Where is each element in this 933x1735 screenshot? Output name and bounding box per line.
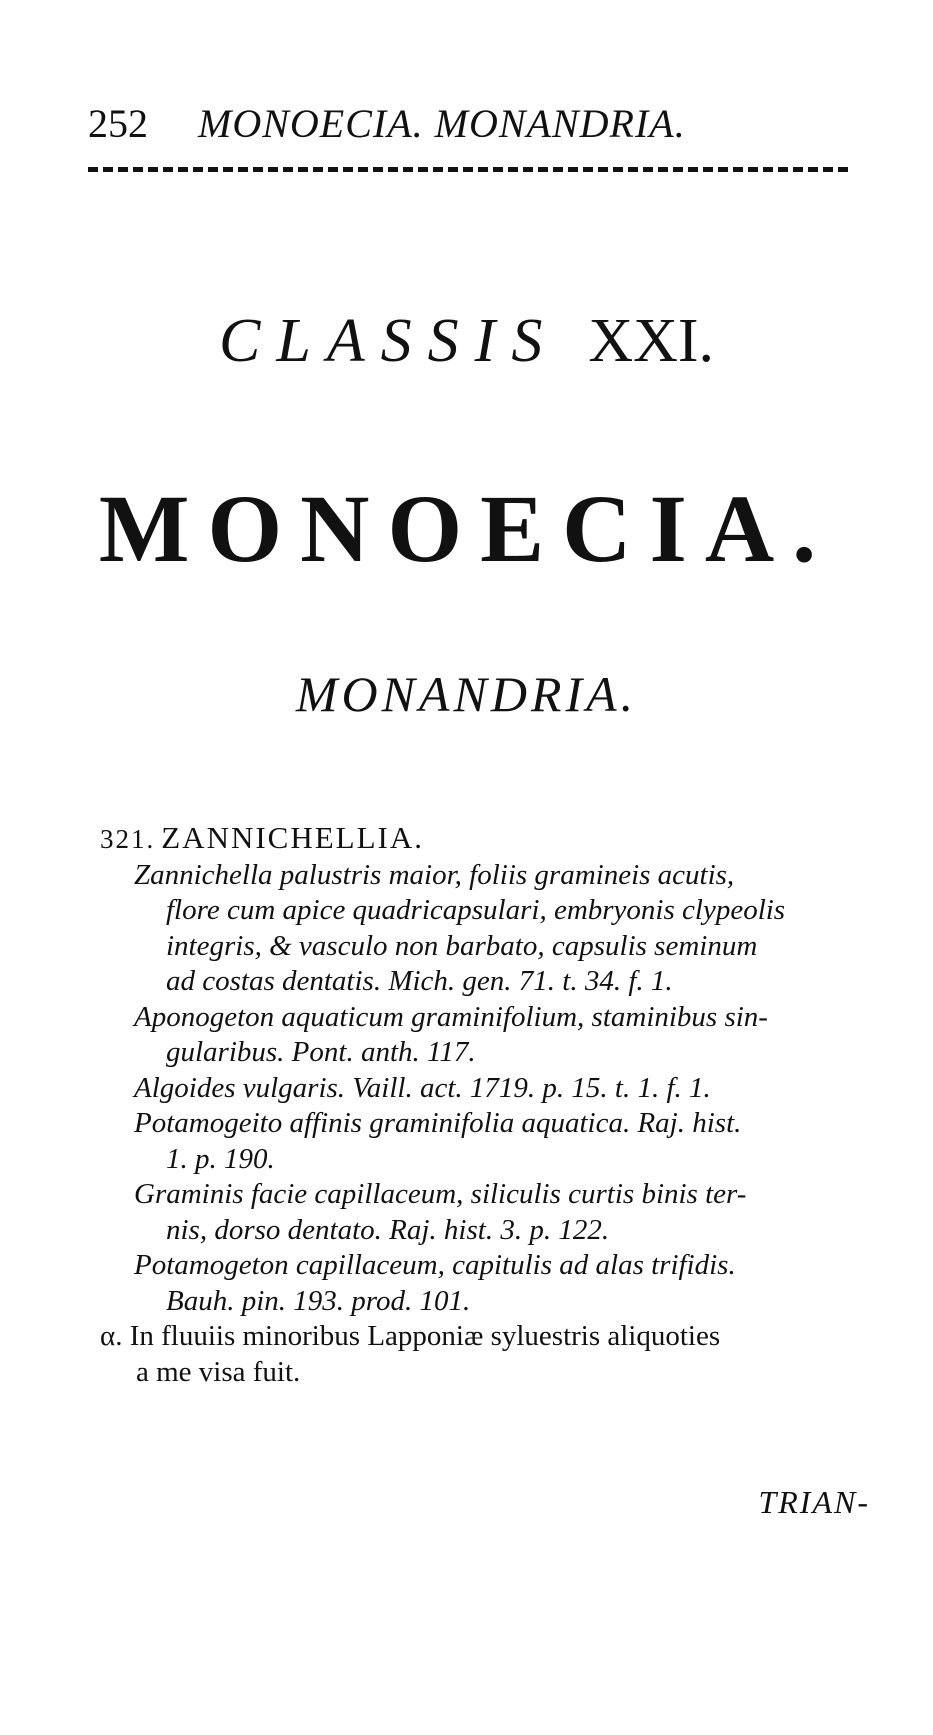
- synonym-line: Graminis facie capillaceum, siliculis curtis binis ter-: [134, 1178, 747, 1210]
- synonym-line: Bauh. pin. 193. prod. 101.: [166, 1284, 471, 1317]
- order-heading: MONANDRIA.: [295, 666, 638, 722]
- classis-word: CLASSIS: [218, 307, 559, 375]
- synonym-entry: [134, 1000, 870, 1071]
- synonym-line: integris, & vasculo non barbato, capsulis seminum: [166, 929, 758, 962]
- synonym-entry: [134, 1248, 870, 1319]
- habitat-line: a me visa fuit.: [136, 1355, 301, 1388]
- synonym-entry: [134, 858, 870, 1000]
- synonym-line: Zannichella palustris maior, foliis gramineis acutis,: [134, 858, 735, 891]
- habitat-line: [100, 1319, 870, 1355]
- header-rule: [88, 167, 848, 172]
- synonym-line: 1. p. 190.: [166, 1142, 275, 1175]
- habitat-note: [100, 1319, 870, 1390]
- classis-heading: [0, 305, 933, 377]
- habitat-marker: α.: [100, 1320, 123, 1352]
- genus-heading: [100, 820, 870, 858]
- synonym-entry: [134, 1071, 870, 1107]
- habitat-text: In fluuiis minoribus Lapponiæ syluestris aliquoties: [129, 1320, 721, 1352]
- synonym-line: nis, dorso dentato. Raj. hist. 3. p. 122.: [166, 1213, 610, 1246]
- synonym-line: ad costas dentatis. Mich. gen. 71. t. 34. f. 1.: [166, 965, 673, 997]
- synonym-line: flore cum apice quadricapsulari, embryonis clypeolis: [166, 894, 786, 926]
- synonym-entry: [134, 1106, 870, 1177]
- genus-name: ZANNICHELLIA.: [161, 820, 425, 855]
- running-title: MONOECIA. MONANDRIA.: [198, 101, 686, 146]
- classis-numeral: XXI.: [588, 307, 715, 375]
- running-head: [88, 100, 848, 148]
- synonym-entry: [134, 1177, 870, 1248]
- class-name-heading: MONOECIA.: [98, 475, 835, 582]
- entry-number: 321.: [100, 824, 156, 854]
- catchword: TRIAN-: [758, 1484, 870, 1520]
- synonym-line: Algoides vulgaris. Vaill. act. 1719. p. 15. t. 1. f. 1.: [134, 1071, 711, 1104]
- synonym-line: Potamogeton capillaceum, capitulis ad alas trifidis.: [134, 1249, 736, 1281]
- synonym-line: Potamogeito affinis graminifolia aquatica. Raj. hist.: [134, 1107, 742, 1139]
- page-number: 252: [88, 101, 148, 146]
- genus-entry: [100, 820, 870, 1390]
- synonym-line: Aponogeton aquaticum graminifolium, staminibus sin-: [134, 1000, 768, 1033]
- synonym-line: gularibus. Pont. anth. 117.: [166, 1036, 476, 1068]
